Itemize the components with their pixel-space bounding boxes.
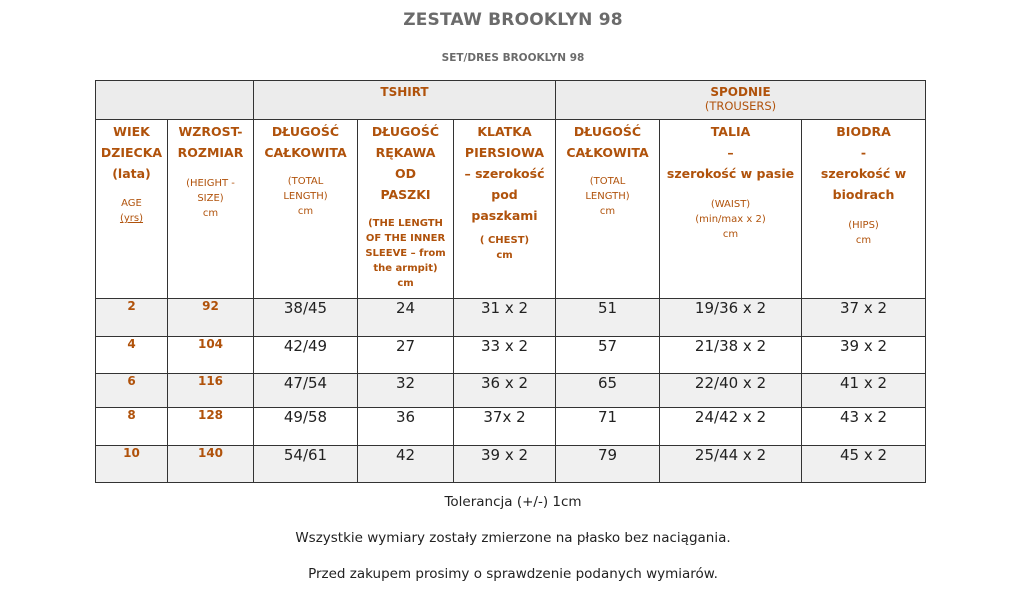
cell-height: 128 xyxy=(168,408,254,446)
header-height-en2: SIZE) xyxy=(197,193,224,204)
table-row xyxy=(96,446,926,483)
header-sleeve xyxy=(358,120,454,299)
header-sleeve-en2: OF THE INNER xyxy=(365,233,446,244)
header-trousers-length xyxy=(556,120,660,299)
page-subtitle: SET/DRES BROOKLYN 98 xyxy=(441,52,585,64)
cell-trousers-length: 71 xyxy=(556,408,660,446)
measurement-note: Wszystkie wymiary zostały zmierzone na płasko bez naciągania. xyxy=(295,530,731,546)
cell-tshirt-length: 49/58 xyxy=(254,408,358,446)
header-waist xyxy=(660,120,802,299)
cell-tshirt-length: 38/45 xyxy=(254,299,358,337)
group-trousers-cell xyxy=(556,81,926,120)
header-sleeve-l3: OD xyxy=(394,166,416,181)
cell-chest: 36 x 2 xyxy=(454,374,556,408)
cell-waist: 22/40 x 2 xyxy=(660,374,802,408)
cell-age: 6 xyxy=(96,374,168,408)
cell-hips: 43 x 2 xyxy=(802,408,926,446)
header-chest-l5: paszkami xyxy=(471,208,538,223)
cell-tshirt-length: 47/54 xyxy=(254,374,358,408)
header-hips-l4: biodrach xyxy=(832,187,895,202)
header-trousers-length-l1: DŁUGOŚĆ xyxy=(573,124,642,139)
cell-tshirt-length: 42/49 xyxy=(254,337,358,374)
header-height-en3: cm xyxy=(202,208,219,219)
header-height-l1: WZROST- xyxy=(178,124,243,139)
header-height xyxy=(168,120,254,299)
header-chest-l4: pod xyxy=(491,187,518,202)
header-sleeve-en1: (THE LENGTH xyxy=(368,218,443,229)
cell-sleeve: 42 xyxy=(358,446,454,483)
header-sleeve-en4: the armpit) xyxy=(373,263,438,274)
check-note: Przed zakupem prosimy o sprawdzenie podanych wymiarów. xyxy=(308,566,718,582)
cell-trousers-length: 57 xyxy=(556,337,660,374)
cell-sleeve: 24 xyxy=(358,299,454,337)
cell-chest: 31 x 2 xyxy=(454,299,556,337)
header-age-l1: WIEK xyxy=(113,124,150,139)
header-tshirt-length-en1: (TOTAL xyxy=(287,176,324,187)
cell-height: 140 xyxy=(168,446,254,483)
cell-waist: 19/36 x 2 xyxy=(660,299,802,337)
header-waist-l2: – xyxy=(727,145,734,160)
header-sleeve-l2: RĘKAWA xyxy=(375,145,436,160)
size-table xyxy=(95,80,926,483)
cell-sleeve: 27 xyxy=(358,337,454,374)
cell-waist: 25/44 x 2 xyxy=(660,446,802,483)
header-height-en1: (HEIGHT - xyxy=(186,178,235,189)
header-hips-en2: cm xyxy=(855,235,872,246)
header-age-en2: (yrs) xyxy=(119,213,144,224)
header-waist-l1: TALIA xyxy=(710,124,751,139)
header-trousers-length-l2: CAŁKOWITA xyxy=(566,145,649,160)
header-hips-l3: szerokość w xyxy=(820,166,907,181)
header-age-l3: (lata) xyxy=(112,166,151,181)
tolerance-note: Tolerancja (+/-) 1cm xyxy=(444,494,582,510)
header-waist-en1: (WAIST) xyxy=(710,199,751,210)
header-chest-en1: ( CHEST) xyxy=(479,235,530,246)
header-chest-l2: PIERSIOWA xyxy=(464,145,545,160)
group-empty-cell xyxy=(96,81,254,120)
group-header-row xyxy=(96,81,926,120)
header-waist-en3: cm xyxy=(722,229,739,240)
header-chest-en2: cm xyxy=(496,250,513,261)
header-sleeve-l1: DŁUGOŚĆ xyxy=(371,124,440,139)
cell-trousers-length: 65 xyxy=(556,374,660,408)
cell-height: 116 xyxy=(168,374,254,408)
header-age-en1: AGE xyxy=(121,198,142,209)
header-sleeve-l4: PASZKI xyxy=(380,187,431,202)
column-header-row xyxy=(96,120,926,299)
table-row xyxy=(96,374,926,408)
header-sleeve-en5: cm xyxy=(397,278,414,289)
table-row xyxy=(96,299,926,337)
header-waist-l3: szerokość w pasie xyxy=(666,166,795,181)
cell-hips: 45 x 2 xyxy=(802,446,926,483)
cell-tshirt-length: 54/61 xyxy=(254,446,358,483)
header-waist-en2: (min/max x 2) xyxy=(695,214,766,225)
header-hips-l2: - xyxy=(860,145,867,160)
cell-sleeve: 32 xyxy=(358,374,454,408)
cell-age: 4 xyxy=(96,337,168,374)
group-tshirt-cell xyxy=(254,81,556,120)
header-height-l2: ROZMIAR xyxy=(177,145,244,160)
cell-waist: 24/42 x 2 xyxy=(660,408,802,446)
header-tshirt-length-l2: CAŁKOWITA xyxy=(264,145,347,160)
cell-trousers-length: 79 xyxy=(556,446,660,483)
group-trousers-label: SPODNIE xyxy=(710,85,771,99)
cell-waist: 21/38 x 2 xyxy=(660,337,802,374)
page-title: ZESTAW BROOKLYN 98 xyxy=(403,10,623,30)
header-hips-en1: (HIPS) xyxy=(848,220,879,231)
header-hips-l1: BIODRA xyxy=(836,124,891,139)
table-row xyxy=(96,337,926,374)
cell-chest: 33 x 2 xyxy=(454,337,556,374)
cell-height: 104 xyxy=(168,337,254,374)
header-trousers-length-en1: (TOTAL xyxy=(589,176,626,187)
header-age-l2: DZIECKA xyxy=(100,145,163,160)
header-chest xyxy=(454,120,556,299)
header-tshirt-length xyxy=(254,120,358,299)
group-trousers-sublabel: (TROUSERS) xyxy=(704,99,777,113)
header-tshirt-length-l1: DŁUGOŚĆ xyxy=(271,124,340,139)
header-trousers-length-en2: LENGTH) xyxy=(585,191,630,202)
header-chest-l1: KLATKA xyxy=(477,124,532,139)
cell-sleeve: 36 xyxy=(358,408,454,446)
cell-trousers-length: 51 xyxy=(556,299,660,337)
group-tshirt-label: TSHIRT xyxy=(380,85,429,99)
cell-age: 8 xyxy=(96,408,168,446)
header-trousers-length-en3: cm xyxy=(599,206,616,217)
table-row xyxy=(96,408,926,446)
header-sleeve-en3: SLEEVE – from xyxy=(365,248,446,259)
header-tshirt-length-en3: cm xyxy=(297,206,314,217)
cell-age: 2 xyxy=(96,299,168,337)
cell-hips: 37 x 2 xyxy=(802,299,926,337)
cell-chest: 39 x 2 xyxy=(454,446,556,483)
header-chest-l3: – szerokość xyxy=(464,166,545,181)
header-age xyxy=(96,120,168,299)
header-tshirt-length-en2: LENGTH) xyxy=(283,191,328,202)
cell-chest: 37x 2 xyxy=(454,408,556,446)
cell-height: 92 xyxy=(168,299,254,337)
header-hips xyxy=(802,120,926,299)
cell-hips: 39 x 2 xyxy=(802,337,926,374)
cell-hips: 41 x 2 xyxy=(802,374,926,408)
cell-age: 10 xyxy=(96,446,168,483)
